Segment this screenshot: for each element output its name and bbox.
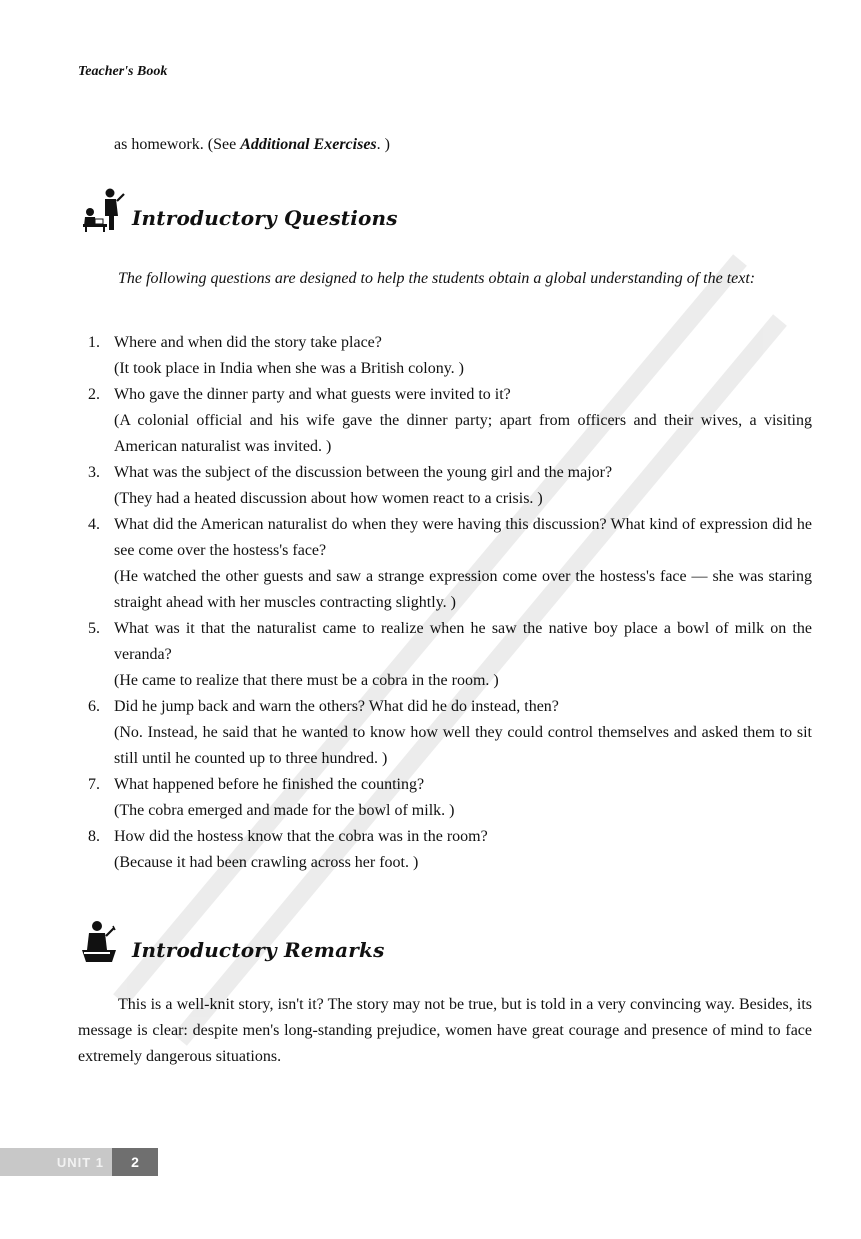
list-item: 6. Did he jump back and warn the others? What did he do instead, then? (No. Instead, he said that he wanted to know how well they could control themselves and asked them to sit still until he counted up to three hundred. ) — [78, 694, 812, 772]
unit-label: UNIT 1 — [0, 1148, 112, 1176]
page-number: 2 — [112, 1148, 158, 1176]
questions-list — [78, 330, 812, 876]
additional-exercises-ref: Additional Exercises — [240, 136, 377, 153]
answer: (They had a heated discussion about how women react to a crisis. ) — [114, 490, 543, 507]
running-head: Teacher's Book — [78, 64, 168, 79]
questions-heading — [80, 186, 398, 234]
answer: (It took place in India when she was a British colony. ) — [114, 360, 464, 377]
teacher-at-lectern-icon — [80, 918, 130, 966]
question: What was it that the naturalist came to realize when he saw the native boy place a bowl of milk on the veranda? — [114, 620, 812, 663]
answer: (He came to realize that there must be a cobra in the room. ) — [114, 672, 499, 689]
teacher-at-desk-icon — [80, 186, 130, 234]
section-title: Introductory Remarks — [132, 938, 385, 962]
list-item: 3. What was the subject of the discussion between the young girl and the major? (They had a heated discussion about how women react to a crisis. ) — [78, 460, 812, 512]
question: What was the subject of the discussion between the young girl and the major? — [114, 464, 613, 481]
question: How did the hostess know that the cobra was in the room? — [114, 828, 488, 845]
section-title: Introductory Questions — [132, 206, 398, 230]
remarks-heading — [80, 918, 385, 966]
list-item: 5. What was it that the naturalist came to realize when he saw the native boy place a bowl of milk on the veranda? (He came to realize that there must be a cobra in the room. ) — [78, 616, 812, 694]
answer: (No. Instead, he said that he wanted to know how well they could control themselves and asked them to sit still until he counted up to three hundred. ) — [114, 724, 812, 767]
list-item: 4. What did the American naturalist do when they were having this discussion? What kind of expression did he see come over the hostess's face? (He watched the other guests and saw a strange expression come over the hostess's face — she was staring straight ahead with her muscles contracting slightly. ) — [78, 512, 812, 616]
answer: (The cobra emerged and made for the bowl of milk. ) — [114, 802, 455, 819]
answer: (Because it had been crawling across her foot. ) — [114, 854, 419, 871]
question: What did the American naturalist do when they were having this discussion? What kind of expression did he see come over the hostess's face? — [114, 516, 812, 559]
question: Did he jump back and warn the others? What did he do instead, then? — [114, 698, 559, 715]
page-footer — [0, 1148, 158, 1176]
question: Where and when did the story take place? — [114, 334, 382, 351]
list-item: 2. Who gave the dinner party and what guests were invited to it? (A colonial official and his wife gave the dinner party; apart from officers and their wives, a visiting American naturalist was invited. ) — [78, 382, 812, 460]
answer: (He watched the other guests and saw a strange expression come over the hostess's face — she was staring straight ahead with her muscles contracting slightly. ) — [114, 568, 812, 611]
list-item: 7. What happened before he finished the counting? (The cobra emerged and made for the bowl of milk. ) — [78, 772, 812, 824]
homework-line: as homework. (See Additional Exercises. ) — [114, 136, 390, 153]
remarks-paragraph: This is a well-knit story, isn't it? The story may not be true, but is told in a very convincing way. Besides, its message is clear: despite men's long-standing prejudice, women have great courage and presence of mind to face extremely dangerous situations. — [78, 996, 812, 1065]
list-item: 8. How did the hostess know that the cobra was in the room? (Because it had been crawling across her foot. ) — [78, 824, 812, 876]
answer: (A colonial official and his wife gave the dinner party; apart from officers and their wives, a visiting American naturalist was invited. ) — [114, 412, 812, 455]
question: Who gave the dinner party and what guests were invited to it? — [114, 386, 511, 403]
list-item: 1. Where and when did the story take place? (It took place in India when she was a British colony. ) — [78, 330, 812, 382]
question: What happened before he finished the counting? — [114, 776, 425, 793]
intro-paragraph: The following questions are designed to help the students obtain a global understanding of the text: — [118, 270, 756, 287]
